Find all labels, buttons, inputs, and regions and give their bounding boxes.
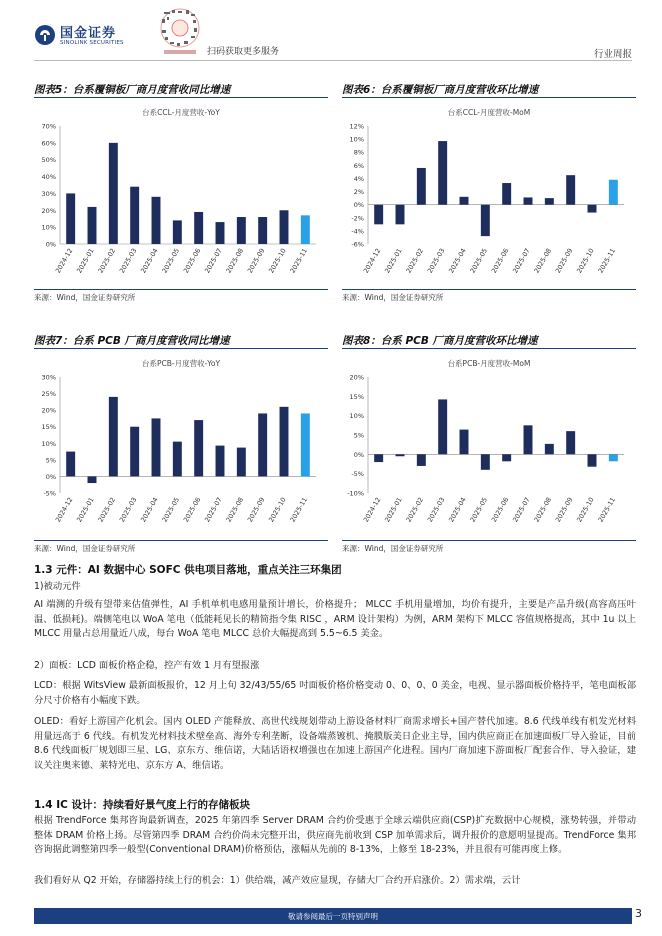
chart-7-rule	[34, 348, 328, 349]
x-tick-label: 2025-03	[425, 496, 447, 524]
bar-2024-12	[374, 205, 383, 225]
bar-2024-12	[66, 193, 75, 244]
x-tick-label: 2025-11	[596, 496, 618, 524]
x-tick-label: 2025-10	[267, 496, 288, 524]
qr-code-icon[interactable]	[158, 6, 202, 56]
bar-2025-09	[566, 431, 575, 454]
y-tick-label: 10%	[41, 439, 56, 448]
chart-series-title: 台系CCL-月度营收-YoY	[142, 108, 220, 117]
x-tick-label: 2025-02	[96, 496, 118, 524]
bar-2025-05	[481, 205, 490, 236]
x-tick-label: 2025-04	[139, 496, 160, 524]
y-tick-label: 30%	[41, 189, 56, 198]
y-tick-label: 5%	[353, 431, 364, 440]
bar-2025-04	[152, 197, 161, 244]
x-tick-label: 2025-06	[181, 496, 203, 524]
section-1-3-paragraph-1: AI 端测的升级有望带来估值弹性，AI 手机单机电感用量预计增长，价格提升； MLCC 手机用量增加，均价有提升，主要是产品升级(高容高压叶温、低损耗)。端侧笔电以 WoA 笔电（低能耗见长的精简指令集 RISC ，ARM 设计架构）为例，ARM 架构下 MLCC 容值规格提高，其中 1u 以上 MLCC 用量占总用量近八成，每台 WoA 笔电 MLCC 总价大幅提高到 5.5~6.5 美金。	[34, 599, 636, 639]
chart-5-plot	[34, 100, 328, 290]
bar-2025-08	[237, 448, 246, 477]
bar-2025-02	[109, 397, 118, 477]
bar-2025-04	[460, 430, 469, 455]
x-tick-label: 2025-11	[288, 496, 310, 524]
bar-2025-08	[237, 217, 246, 244]
y-tick-label: 2%	[353, 188, 364, 197]
bar-2025-01	[88, 207, 97, 244]
bar-2025-02	[417, 454, 426, 466]
page-header	[0, 0, 662, 62]
bar-2025-06	[502, 454, 511, 461]
bar-2025-02	[417, 168, 426, 205]
x-tick-label: 2025-01	[75, 247, 96, 275]
x-tick-label: 2025-09	[245, 247, 267, 275]
chart-7-title: 图表7：台系 PCB 厂商月度营收同比增速	[34, 335, 230, 347]
x-tick-label: 2025-04	[447, 247, 468, 275]
y-tick-label: 0%	[353, 201, 364, 210]
bar-2025-06	[194, 420, 203, 476]
bar-2025-04	[152, 418, 161, 476]
footer-disclaimer[interactable]: 敬请参阅最后一页特别声明	[288, 912, 378, 921]
section-1-4-paragraph-1: 根据 TrendForce 集邦咨询最新调查，2025 年第四季 Server DRAM 合约价受惠于全球云端供应商(CSP)扩充数据中心规模，涨势转强，并带动整体 DRAM 价格上扬。尽管第四季 DRAM 合约价尚未完整开出，供应商先前收到 CSP 加单需求后，调升报价的意愿明显提高。TrendForce 集邦咨询据此调整第四季一般型(Conventional DRAM)价格预估，涨幅从先前的 8-13%，上修至 18-23%，并且很有可能再度上修。	[34, 815, 636, 855]
bar-2025-11	[609, 454, 618, 461]
bar-2025-08	[545, 198, 554, 205]
header-divider	[34, 60, 632, 61]
y-tick-label: 60%	[41, 139, 56, 148]
brand-name-cn: 国金证券	[60, 26, 117, 41]
bar-2025-01	[396, 454, 405, 456]
y-tick-label: 8%	[353, 148, 364, 157]
x-tick-label: 2025-02	[96, 247, 118, 275]
bar-2025-07	[216, 446, 225, 477]
x-tick-label: 2025-02	[404, 496, 426, 524]
bar-2025-09	[566, 175, 575, 205]
x-tick-label: 2025-07	[511, 247, 532, 275]
bar-2025-03	[130, 187, 139, 244]
y-tick-label: 20%	[41, 406, 56, 415]
bar-2024-12	[66, 452, 75, 477]
bar-2025-02	[109, 143, 118, 244]
x-tick-label: 2025-04	[447, 496, 468, 524]
chart-6-rule	[342, 97, 636, 98]
bar-2025-10	[280, 407, 289, 477]
section-1-3-heading: 1.3 元件：AI 数据中心 SOFC 供电项目落地，重点关注三环集团	[34, 564, 342, 576]
bar-2025-07	[524, 425, 533, 454]
chart-8-bottom-rule	[342, 540, 636, 541]
y-tick-label: 0%	[353, 450, 364, 459]
x-tick-label: 2025-02	[404, 247, 426, 275]
bar-2025-05	[173, 442, 182, 477]
bar-2025-10	[588, 205, 597, 213]
chart-series-title: 台系CCL-月度营收-MoM	[447, 108, 531, 117]
x-tick-label: 2025-09	[553, 496, 575, 524]
chart-6-bottom-rule	[342, 289, 636, 290]
y-tick-label: 20%	[349, 373, 364, 382]
y-tick-label: -2%	[351, 214, 364, 223]
brand-name-en: SINOLINK SECURITIES	[60, 40, 124, 46]
x-tick-label: 2025-11	[288, 247, 310, 275]
x-tick-label: 2025-06	[489, 496, 511, 524]
x-tick-label: 2025-10	[575, 247, 596, 275]
section-1-3-paragraph-2: LCD：根据 WitsView 最新面板报价，12 月上旬 32/43/55/65 吋面板价格价格变动 0、0、0、0 美金，电视、显示器面板价格持平，笔电面板部分尺寸价格有小幅度下跌。	[34, 680, 636, 706]
bar-2025-09	[258, 413, 267, 476]
bar-2025-06	[502, 183, 511, 205]
y-tick-label: -10%	[347, 489, 364, 498]
x-tick-label: 2025-03	[117, 496, 139, 524]
bar-2024-12	[374, 454, 383, 462]
section-1-3-subheading-2: 2）面板：LCD 面板价格企稳，控产有效 1 月有望报涨	[34, 660, 260, 671]
y-tick-label: 15%	[349, 392, 364, 401]
bar-2025-08	[545, 444, 554, 454]
x-tick-label: 2025-07	[203, 247, 224, 275]
y-tick-label: 70%	[41, 122, 56, 131]
y-tick-label: 0%	[45, 240, 56, 249]
y-tick-label: 12%	[349, 122, 364, 131]
bar-2025-03	[438, 141, 447, 205]
x-tick-label: 2025-08	[224, 247, 246, 275]
bar-2025-03	[130, 427, 139, 477]
x-tick-label: 2024-12	[53, 247, 75, 275]
y-tick-label: 10%	[349, 412, 364, 421]
section-1-3-paragraph-3: OLED：看好上游国产化机会。国内 OLED 产能释放、高世代线规划带动上游设备材料厂商需求增长+国产替代加速。8.6 代线单线有机发光材料用量远高于 6 代线。有机发光材料技术壁垒高、海外专利垄断，设备端蒸镀机、掩膜版美日企业主导，国内供应商正在加速面板厂导入验证，目前 8.6 代线面板厂规划即三星、LG、京东方、维信诺，大陆话语权增强也在加速上游国产化进程。国内厂商加速下游面板厂配套合作、导入验证，建议关注奥来德、莱特光电、京东方 A、维信诺。	[34, 716, 636, 771]
x-tick-label: 2025-03	[117, 247, 139, 275]
y-tick-label: 0%	[45, 472, 56, 481]
x-tick-label: 2025-05	[160, 496, 182, 524]
footer-bar	[34, 908, 632, 924]
x-tick-label: 2025-01	[383, 496, 404, 524]
bar-2025-09	[258, 217, 267, 244]
bar-2025-10	[280, 210, 289, 244]
bar-2025-06	[194, 212, 203, 244]
y-tick-label: 15%	[41, 423, 56, 432]
y-tick-label: 6%	[353, 161, 364, 170]
x-tick-label: 2025-07	[203, 496, 224, 524]
bar-2025-01	[88, 476, 97, 483]
chart-6-source: 来源：Wind，国金证券研究所	[342, 293, 444, 302]
y-tick-label: 5%	[45, 456, 56, 465]
chart-5-title: 图表5：台系覆铜板厂商月度营收同比增速	[34, 84, 231, 96]
bar-2025-03	[438, 399, 447, 454]
section-1-3-subheading-1: 1)被动元件	[34, 581, 81, 592]
y-tick-label: -5%	[351, 470, 364, 479]
bar-2025-07	[216, 222, 225, 244]
chart-5-bottom-rule	[34, 289, 328, 290]
x-tick-label: 2025-10	[267, 247, 288, 275]
report-category: 行业周报	[593, 49, 632, 60]
bar-2025-04	[460, 197, 469, 205]
x-tick-label: 2025-08	[224, 496, 246, 524]
page-number: 3	[635, 907, 642, 920]
bar-2025-07	[524, 197, 533, 204]
y-tick-label: 25%	[41, 390, 56, 399]
y-tick-label: 30%	[41, 373, 56, 382]
bar-2025-05	[173, 220, 182, 244]
x-tick-label: 2025-05	[160, 247, 182, 275]
y-tick-label: 10%	[41, 223, 56, 232]
x-tick-label: 2025-01	[75, 496, 96, 524]
x-tick-label: 2025-09	[245, 496, 267, 524]
chart-8-rule	[342, 348, 636, 349]
bar-2025-11	[301, 215, 310, 244]
chart-6-plot	[342, 100, 636, 290]
section-1-4-paragraph-2: 我们看好从 Q2 开始，存储器持续上行的机会：1）供给端，减产效应显现，存储大厂合约开启涨价。2）需求端，云计	[34, 875, 521, 886]
x-tick-label: 2025-08	[532, 247, 554, 275]
x-tick-label: 2025-10	[575, 496, 596, 524]
chart-8-source: 来源：Wind，国金证券研究所	[342, 544, 444, 553]
x-tick-label: 2024-12	[361, 496, 383, 524]
x-tick-label: 2025-09	[553, 247, 575, 275]
chart-5-source: 来源：Wind，国金证券研究所	[34, 293, 136, 302]
scan-for-service-label: 扫码获取更多服务	[207, 47, 280, 57]
sinolink-logo-icon	[34, 24, 56, 46]
x-tick-label: 2025-04	[139, 247, 160, 275]
chart-series-title: 台系PCB-月度营收-MoM	[447, 359, 531, 368]
section-1-4-heading: 1.4 IC 设计：持续看好景气度上行的存储板块	[34, 799, 251, 811]
y-tick-label: 10%	[349, 135, 364, 144]
chart-6-title: 图表6：台系覆铜板厂商月度营收环比增速	[342, 84, 539, 96]
x-tick-label: 2025-06	[489, 247, 511, 275]
x-tick-label: 2025-11	[596, 247, 618, 275]
chart-5-rule	[34, 97, 328, 98]
x-tick-label: 2024-12	[361, 247, 383, 275]
x-tick-label: 2025-07	[511, 496, 532, 524]
y-tick-label: 20%	[41, 206, 56, 215]
y-tick-label: 40%	[41, 173, 56, 182]
bar-2025-01	[396, 205, 405, 225]
chart-7-plot	[34, 351, 328, 539]
bar-2025-11	[301, 413, 310, 476]
x-tick-label: 2025-05	[468, 247, 490, 275]
bar-2025-10	[588, 454, 597, 466]
y-tick-label: 50%	[41, 156, 56, 165]
x-tick-label: 2025-01	[383, 247, 404, 275]
x-tick-label: 2025-08	[532, 496, 554, 524]
chart-8-title: 图表8：台系 PCB 厂商月度营收环比增速	[342, 335, 538, 347]
y-tick-label: -6%	[351, 240, 364, 249]
x-tick-label: 2024-12	[53, 496, 75, 524]
y-tick-label: -4%	[351, 227, 364, 236]
y-tick-label: 4%	[353, 174, 364, 183]
chart-8-plot	[342, 351, 636, 539]
chart-series-title: 台系PCB-月度营收-YoY	[141, 359, 221, 368]
bar-2025-11	[609, 180, 618, 205]
chart-7-source: 来源：Wind，国金证券研究所	[34, 544, 136, 553]
x-tick-label: 2025-05	[468, 496, 490, 524]
x-tick-label: 2025-03	[425, 247, 447, 275]
bar-2025-05	[481, 454, 490, 469]
chart-7-bottom-rule	[34, 540, 328, 541]
x-tick-label: 2025-06	[181, 247, 203, 275]
y-tick-label: -5%	[43, 489, 56, 498]
